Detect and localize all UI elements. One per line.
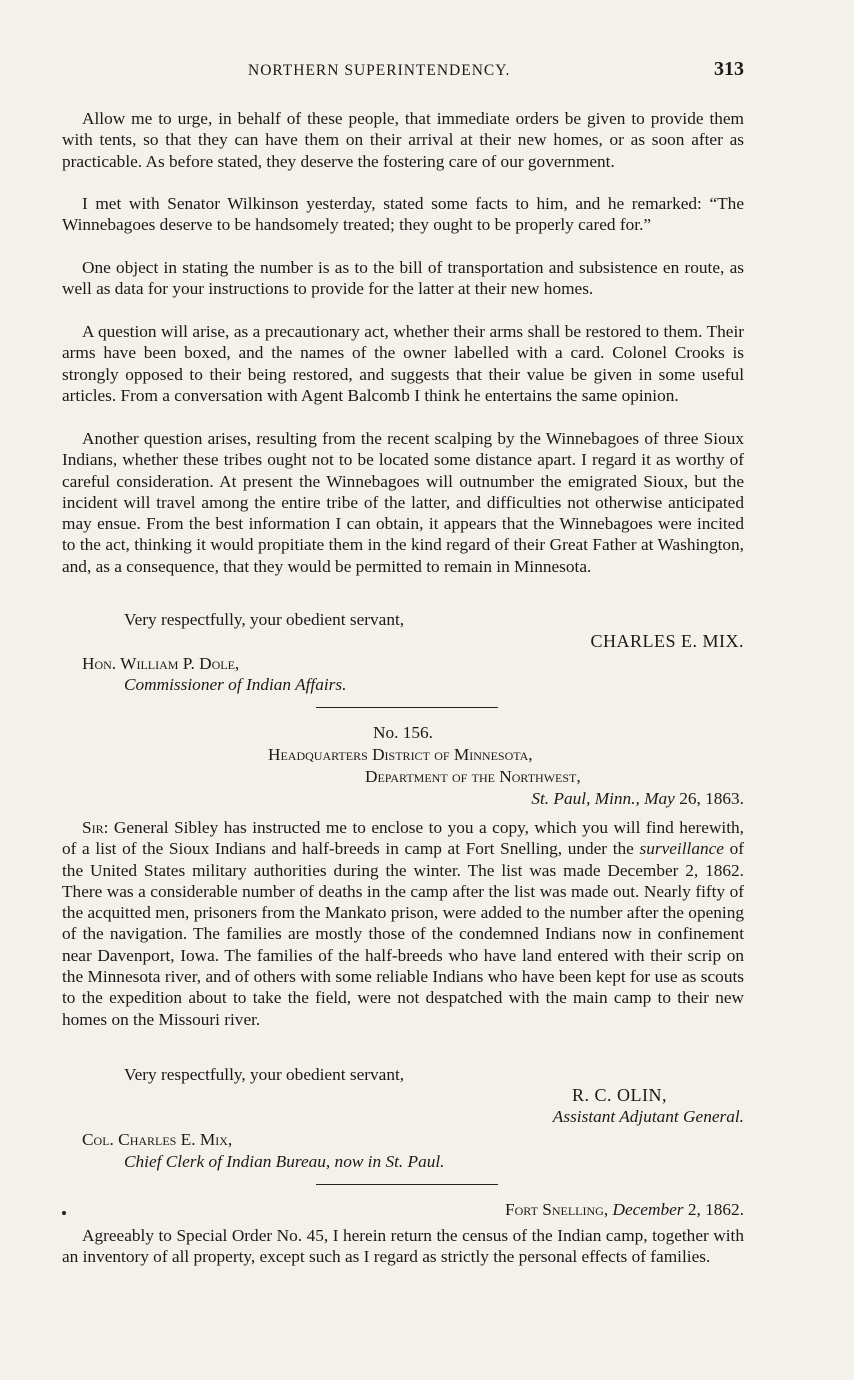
letter-closing: Very respectfully, your obedient servant, <box>124 610 405 629</box>
paragraph: Another question arises, resulting from the recent scalping by the Winnebagoes of three Sioux Indians, whether these tribes ought not to be located some distance apart. I regard it as worthy of careful consideration. At present the Winnebagoes will outnumber the emigrated Sioux, but the incident will travel among the entire tribe of the latter, and difficulties not otherwise anticipated may ensue. From the best information I can obtain, it appears that the Winnebagoes were incited to the act, thinking it would propitiate them in the kind regard of their Great Father at Washington, and, as a consequence, that they would be permitted to remain in Minnesota. <box>62 429 744 576</box>
section-divider <box>316 1184 498 1185</box>
running-title: NORTHERN SUPERINTENDENCY. <box>248 62 511 79</box>
body-paragraph: Agreeably to Special Order No. 45, I herein return the census of the Indian camp, together with an inventory of all property, except such as I regard as strictly the personal effects of families. <box>62 1226 744 1267</box>
page-number: 313 <box>714 58 744 80</box>
body-paragraph <box>62 817 744 1030</box>
section-divider <box>316 707 498 708</box>
letter-closing: Very respectfully, your obedient servant, <box>124 1065 405 1084</box>
body-text: General Sibley has instructed me to enclose to you a copy, which you will find herewith, of a list of the Sioux Indians and half-breeds in camp at Fort Snelling, under the <box>62 818 744 859</box>
salutation: Sir: <box>82 818 109 837</box>
paragraph: Allow me to urge, in behalf of these people, that immediate orders be given to provide them with tents, so that they can have them on their arrival at their new homes, or as soon after as practicable. As before stated, they deserve the fostering care of our government. <box>62 109 744 171</box>
recipient-name: Col. Charles E. Mix, <box>82 1130 233 1149</box>
print-mark <box>62 1211 66 1215</box>
heading-line: Headquarters District of Minnesota, <box>268 745 533 764</box>
place-date-italic: St. Paul, Minn., May <box>531 789 675 808</box>
place-date <box>531 788 744 809</box>
signature: CHARLES E. MIX. <box>590 631 744 651</box>
enclosure-month: December <box>612 1200 684 1219</box>
recipient-name: Hon. William P. Dole, <box>82 654 240 673</box>
paragraph: I met with Senator Wilkinson yesterday, stated some facts to him, and he remarked: “The Winnebagoes deserve to be handsomely treated; they ought to be properly cared for.” <box>62 194 744 235</box>
place-date-year: 26, 1863. <box>679 789 744 808</box>
enclosure-place-date <box>505 1199 744 1220</box>
paragraph: A question will arise, as a precautionary act, whether their arms shall be restored to them. Their arms have been boxed, and the names of the owner labelled with a card. Colonel Crooks is strongly opposed to their being restored, and suggests that their value be given in some useful articles. From a conversation with Agent Balcomb I think he entertains the same opinion. <box>62 322 744 405</box>
page-header <box>62 60 744 84</box>
recipient-title: Commissioner of Indian Affairs. <box>124 675 347 694</box>
document-number: No. 156. <box>372 723 433 742</box>
heading-line: Department of the Northwest, <box>365 767 581 786</box>
signature-title: Assistant Adjutant General. <box>552 1107 744 1126</box>
recipient-title: Chief Clerk of Indian Bureau, now in St. Paul. <box>124 1152 445 1171</box>
paragraph: One object in stating the number is as to the bill of transportation and subsistence en route, as well as data for your instructions to provide for the latter at their new homes. <box>62 258 744 299</box>
enclosure-date: 2, 1862. <box>687 1200 744 1219</box>
body-text-rest: of the United States military authorities during the winter. The list was made December 2, 1862. There was a considerable number of deaths in the camp after the list was made out. Nearly fifty of the acquitted men, prisoners from the Mankato prison, were added to the number after the opening of the navigation. The families are mostly those of the condemned Indians now in confinement near Davenport, Iowa. The families of the half-breeds who have land entered with their scrip on the Minnesota river, and of others with some reliable Indians who have been kept for use as scouts to the expedition about to take the field, were not despatched with the main camp to their new homes on the Missouri river. <box>62 839 745 1029</box>
body-italic: surveillance <box>639 839 724 859</box>
enclosure-place: Fort Snelling, <box>505 1200 609 1219</box>
signature: R. C. OLIN, <box>572 1085 667 1105</box>
